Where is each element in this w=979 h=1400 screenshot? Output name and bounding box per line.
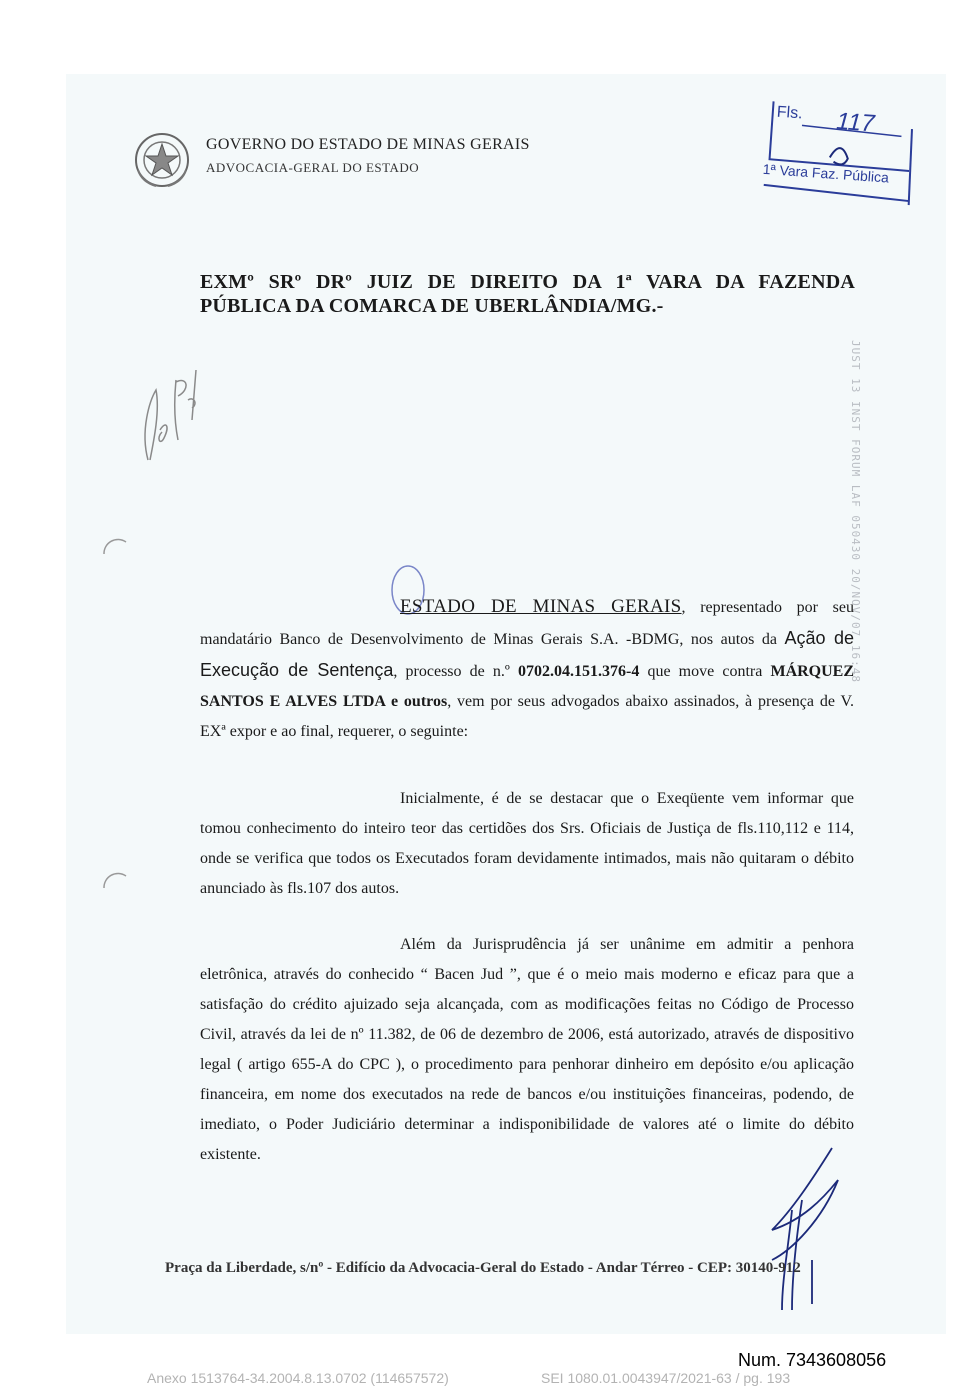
paragraph-intro: [200, 592, 854, 747]
header-government: GOVERNO DO ESTADO DE MINAS GERAIS: [206, 136, 530, 153]
protocol-side-stamp: JUST 13 INST FORUM LAF 050430 20/NOV/07 16:48: [849, 340, 862, 684]
defendant-name: MÁRQUEZ SANTOS E ALVES LTDA e outros: [200, 663, 855, 710]
header-agency: ADVOCACIA-GERAL DO ESTADO: [206, 160, 420, 175]
punch-hole-mark: [100, 872, 130, 902]
punch-hole-mark: [100, 538, 130, 568]
signature: [752, 1140, 852, 1320]
intro-text-2: , processo de n.º: [393, 663, 518, 680]
stamp-fls-label: Fls.: [776, 103, 804, 123]
court-stamp: [757, 99, 920, 212]
footer-address: Praça da Liberdade, s/nº - Edifício da Advocacia-Geral do Estado - Andar Térreo - CEP: 30140-912: [165, 1260, 801, 1276]
handwritten-note: [130, 360, 210, 470]
stamp-court: 1ª Vara Faz. Pública: [762, 160, 890, 186]
paragraph-notice: Inicialmente, é de se destacar que o Exeqüente vem informar que tomou conhecimento do inteiro teor das certidões dos Srs. Oficiais de Justiça de fls.110,112 e 114, onde se verifica que todos os Executados foram devidamente intimados, mais não quitaram o débito anunciado às fls.107 dos autos.: [200, 790, 854, 897]
intro-text-3: que move contra: [639, 663, 771, 680]
process-number: 0702.04.151.376-4: [517, 663, 640, 680]
intro-text-4: , vem por seus advogados abaixo assinados, à presença de V. EXª expor e ao final, requerer, o seguinte:: [200, 693, 855, 740]
party-name: ESTADO DE MINAS GERAIS: [400, 596, 682, 617]
action-name: Ação de Execução de Sentença: [200, 628, 854, 680]
document-number: Num. 7343608056: [738, 1350, 887, 1370]
intro-text-1: , representado por seu mandatário Banco de Desenvolvimento de Minas Gerais S.A. -BDMG, nos autos da: [200, 599, 855, 648]
annex-reference: Anexo 1513764-34.2004.8.13.0702 (114657572): [147, 1370, 449, 1386]
sei-reference: SEI 1080.01.0043947/2021-63 / pg. 193: [541, 1370, 791, 1386]
stamp-page-number: 117: [835, 107, 876, 138]
coat-of-arms-icon: [132, 130, 192, 190]
paragraph-argument: Além da Jurisprudência já ser unânime em admitir a penhora eletrônica, através do conhecido “ Bacen Jud ”, que é o meio mais moderno e eficaz para que a satisfação do crédito ajuizado seja alcançada, com as modificações feitas no Código de Processo Civil, através da lei de nº 11.382, de 06 de dezembro de 2006, está autorizado, através de dispositivo legal ( artigo 655-A do CPC ), o procedimento para penhorar dinheiro em depósito e/ou aplicação financeira, em nome dos executados na rede de bancos e/ou instituições financeiras, podendo, de imediato, o Poder Judiciário determinar a indisponibilidade de valores até o limite do débito existente.: [200, 936, 854, 1163]
addressee-heading: EXMº SRº DRº JUIZ DE DIREITO DA 1ª VARA DA FAZENDA PÚBLICA DA COMARCA DE UBERLÂNDIA/MG.-: [200, 271, 855, 317]
